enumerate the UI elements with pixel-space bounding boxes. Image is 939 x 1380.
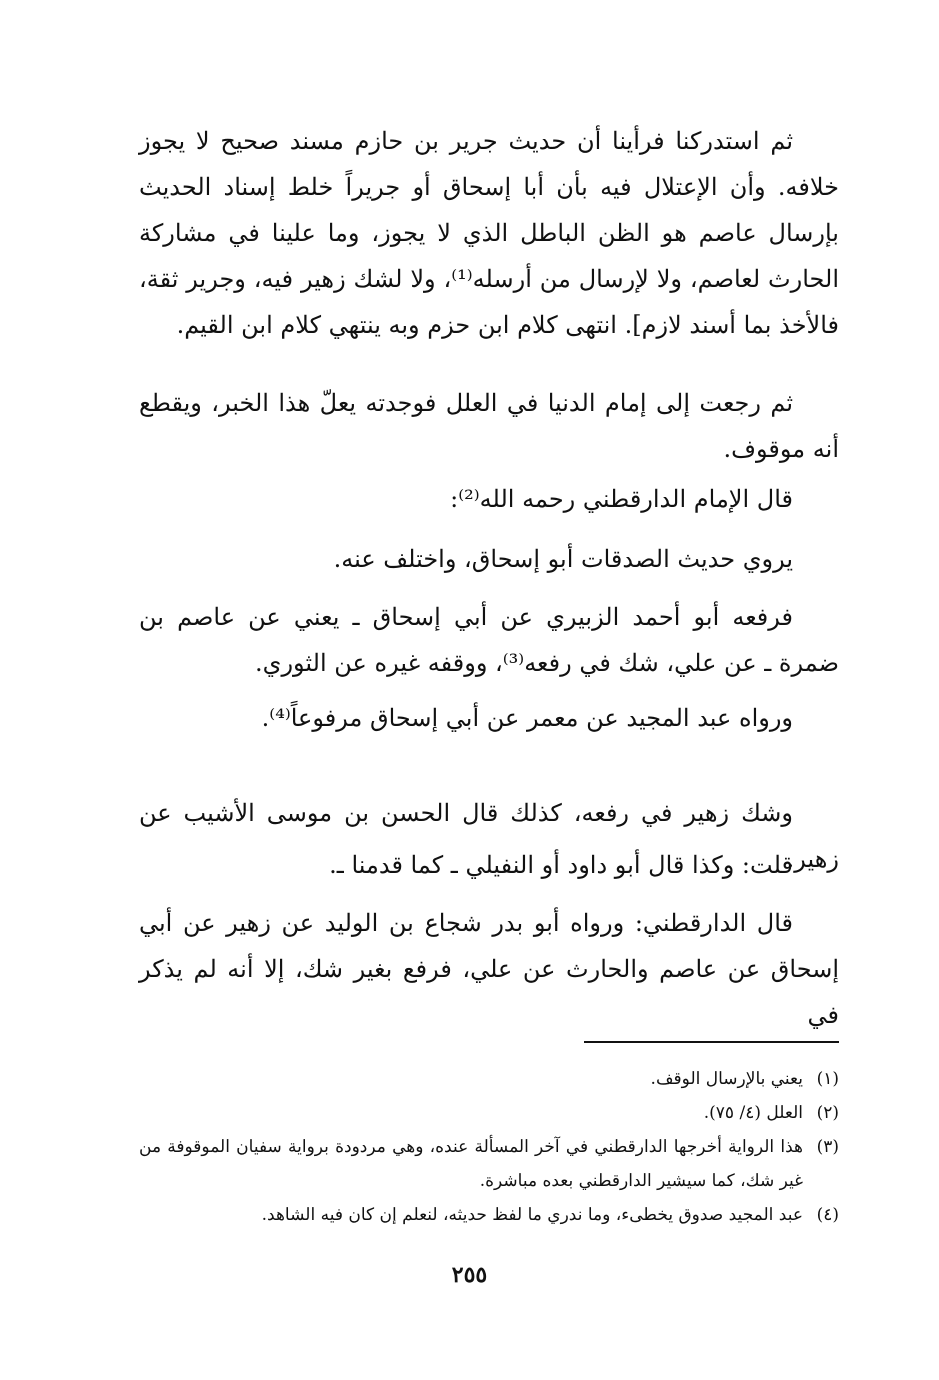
footnote-number: (١) xyxy=(816,1069,839,1089)
paragraph-abu-badr: قال الدارقطني: ورواه أبو بدر شجاع بن الوليد عن زهير عن أبي إسحاق عن عاصم والحارث عن علي، فرفع بغير شك، إلا أنه لم يذكر في xyxy=(139,909,839,1029)
paragraph-zubayri-raf: فرفعه أبو أحمد الزبيري عن أبي إسحاق ـ يعني عن عاصم بن ضمرة ـ عن علي، شك في رفعه⁽³⁾، ووقفه غيره عن الثوري. xyxy=(139,603,839,677)
footnotes xyxy=(139,1062,839,1232)
footnote-item xyxy=(139,1198,839,1232)
footnote-text: هذا الرواية أخرجها الدارقطني في آخر المسألة عنده، وهي مردودة برواية سفيان الموقوفة من غير شك، كما سيشير الدارقطني بعده مباشرة. xyxy=(139,1137,803,1191)
footnote-item xyxy=(139,1130,839,1198)
paragraph-abd-al-majid: ورواه عبد المجيد عن معمر عن أبي إسحاق مرفوعاً⁽⁴⁾. xyxy=(261,704,793,732)
paragraph-return-to-ilal: ثم رجعت إلى إمام الدنيا في العلل فوجدته يعلّ هذا الخبر، ويقطع أنه موقوف. xyxy=(139,389,839,463)
paragraph-daraqutni-said: قال الإمام الدارقطني رحمه الله⁽²⁾: xyxy=(450,485,793,513)
footnote-number: (٣) xyxy=(816,1137,839,1157)
footnote-number: (٢) xyxy=(816,1103,839,1123)
footnote-item xyxy=(139,1096,839,1130)
footnote-text: يعني بالإرسال الوقف. xyxy=(650,1069,803,1089)
paragraph-ibn-hazm-conclusion: ثم استدركنا فرأينا أن حديث جرير بن حازم مسند صحيح لا يجوز خلافه. وأن الإعتلال فيه بأن أبا إسحاق أو جريراً خلط إسناد الحديث بإرسال عاصم هو الظن الباطل الذي لا يجوز، وما علينا في مشاركة الحارث لعاصم، ولا لإرسال من أرسله⁽¹⁾، ولا لشك زهير فيه، وجرير ثقة، فالأخذ بما أسند لازم]. انتهى كلام ابن حزم وبه ينتهي كلام ابن القيم. xyxy=(139,127,839,339)
footnote-separator xyxy=(584,1041,839,1043)
paragraph-hadith-sadaqat: يروي حديث الصدقات أبو إسحاق، واختلف عنه. xyxy=(333,545,793,573)
footnote-item xyxy=(139,1062,839,1096)
paragraph-zuhayr-doubt: وشك زهير في رفعه، كذلك قال الحسن بن موسى الأشيب عن زهير. xyxy=(139,799,839,873)
footnote-number: (٤) xyxy=(816,1205,839,1225)
page-number: ٢٥٥ xyxy=(451,1262,488,1288)
footnote-text: العلل (٤/ ٧٥). xyxy=(703,1103,803,1123)
paragraph-qultu: قلت: وكذا قال أبو داود أو النفيلي ـ كما قدمنا ـ. xyxy=(329,851,793,879)
footnote-text: عبد المجيد صدوق يخطىء، وما ندري ما لفظ حديثه، لنعلم إن كان فيه الشاهد. xyxy=(261,1205,803,1225)
